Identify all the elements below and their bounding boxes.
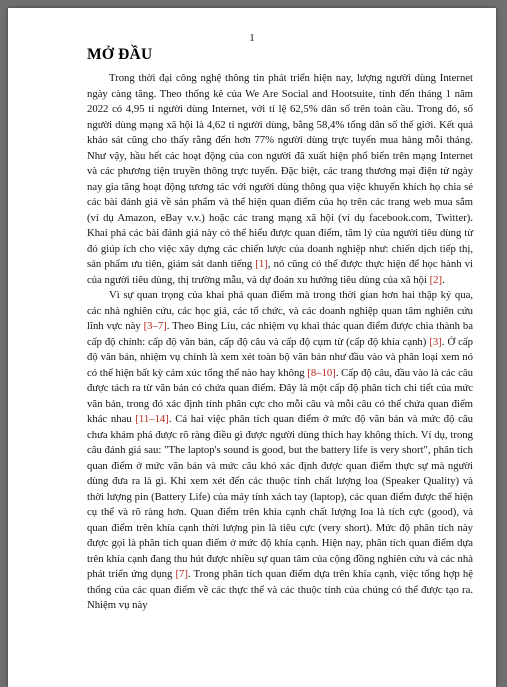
paragraph-text: . Trong phân tích quan điểm dựa trên khía cạnh, việc tổng hợp hệ thống của các quan điểm về các thực thể và các thuộc tính của chúng có thể được tạo ra. Nhiệm vụ này	[87, 568, 474, 611]
citation-link[interactable]: [7]	[175, 568, 188, 580]
citation-link[interactable]: [8–10]	[307, 366, 336, 379]
paragraph-text: . Theo Bing Liu, các nhiệm vụ khai thác quan điểm được chia thành ba cấp độ chính: cấp độ văn bản, cấp độ câu và cấp độ cụm từ (cấp độ khía cạnh)	[87, 320, 473, 348]
document-body	[87, 71, 473, 614]
paragraph-text: Trong thời đại công nghệ thông tin phát triển hiện nay, lượng người dùng Internet ngày càng tăng. Theo thống kê của We Are Social and Hootsuite, tính đến tháng 1 năm 2022 có 4,95 tỉ người dùng Internet, với tỉ lệ 62,5% dân số trên toàn cầu. Trong đó, số người dùng mạng xã hội là 4,62 tỉ người dùng, bằng 58,4% tổng dân số thế giới. Kết quả khảo sát cũng cho thấy rằng đến hơn 77% người dùng trực tuyến mua hàng mỗi tháng. Như vậy, hầu hết các hoạt động của con người đã xuất hiện phổ biến trên mạng Internet và các phương tiện truyền thông trực tuyến. Đặc biệt, các trang thương mại điện tử ngày nay gia tăng hoạt động tương tác với người dùng thông qua việc khuyến khích họ chia sẻ các bài đánh giá về sản phẩm và thể hiện quan điểm của họ trên các trang web mua sắm (ví dụ Amazon, eBay v.v.) hoặc các trang mạng xã hội (ví dụ facebook.com, Twitter). Khai phá các bài đánh giá này có thể hiểu được quan điểm, tâm lý của người tiêu dùng từ đó giúp ích cho việc xây dựng các chiến lược của doanh nghiệp như: chiến dịch tiếp thị, sản phẩm ưu tiên, giám sát danh tiếng	[87, 72, 473, 270]
paragraph-text: , nó cũng có thể được thực hiện để học hành vi của người tiêu dùng, thị trường mẫu, và dự đoán xu hướng tiêu dùng của xã hội	[87, 258, 473, 286]
section-heading: MỞ ĐẦU	[87, 46, 153, 63]
citation-link[interactable]: [3–7]	[143, 320, 167, 332]
paragraph-text: Vì sự quan trọng của khai phá quan điểm mà trong thời gian hơn hai thập kỷ qua, các nhà nghiên cứu, các học giả, các tổ chức, và các doanh nghiệp quan tâm nghiên cứu lĩnh vực này	[87, 289, 473, 332]
citation-link[interactable]: [1]	[255, 258, 268, 270]
paragraph	[87, 288, 473, 614]
paragraph-text: . Ở cấp độ văn bản, nhiệm vụ chính là xem xét toàn bộ văn bản như đầu vào và phân loại xem nó có thể hiện bất kỳ cảm xúc tổng thể nào hay không	[87, 335, 473, 379]
paragraph	[87, 71, 473, 288]
page-number: 1	[249, 32, 255, 44]
paragraph-text: . Cấp độ câu, đầu vào là các câu được tách ra từ văn bản có chứa quan điểm. Đây là một cấp độ phân tích chi tiết của mức văn bản, trong đó xác định tính phân cực cho mỗi câu và mỗi câu có thể chứa quan điểm khác nhau	[87, 366, 473, 425]
citation-link[interactable]: [2]	[429, 273, 443, 286]
paragraph-text: . Cả hai việc phân tích quan điểm ở mức độ văn bản và mức độ câu chưa khám phá được rõ ràng điều gì được người dùng thích hay không thích. Ví dụ, trong câu đánh giá sau: "The laptop's sound is good, but the battery life is very short", phân tích quan điểm ở mức văn bản và mức câu khó xác định được quan điểm thực sự mà người dùng đưa ra là gì. Khi xem xét đến các thuộc tính chất lượng loa (Speaker Quality) và thời lượng pin (Battery Life) của máy tính xách tay (laptop), các quan điểm được thể hiện cụ thể và rõ ràng hơn. Quan điểm trên khía cạnh chất lượng loa là tích cực (good), và quan điểm trên khía cạnh thời lượng pin là tiêu cực (very short). Mức độ phân tích này được gọi là phân tích quan điểm ở mức độ khía cạnh. Hiện nay, phân tích quan điểm dựa trên khía cạnh đang thu hút được nhiều sự quan tâm của cộng đồng nghiên cứu và các nhà phát triển ứng dụng	[87, 413, 473, 580]
citation-link[interactable]: [3]	[429, 335, 442, 348]
paragraph-text: .	[442, 273, 445, 286]
document-page	[8, 8, 496, 687]
citation-link[interactable]: [11–14]	[135, 413, 169, 425]
